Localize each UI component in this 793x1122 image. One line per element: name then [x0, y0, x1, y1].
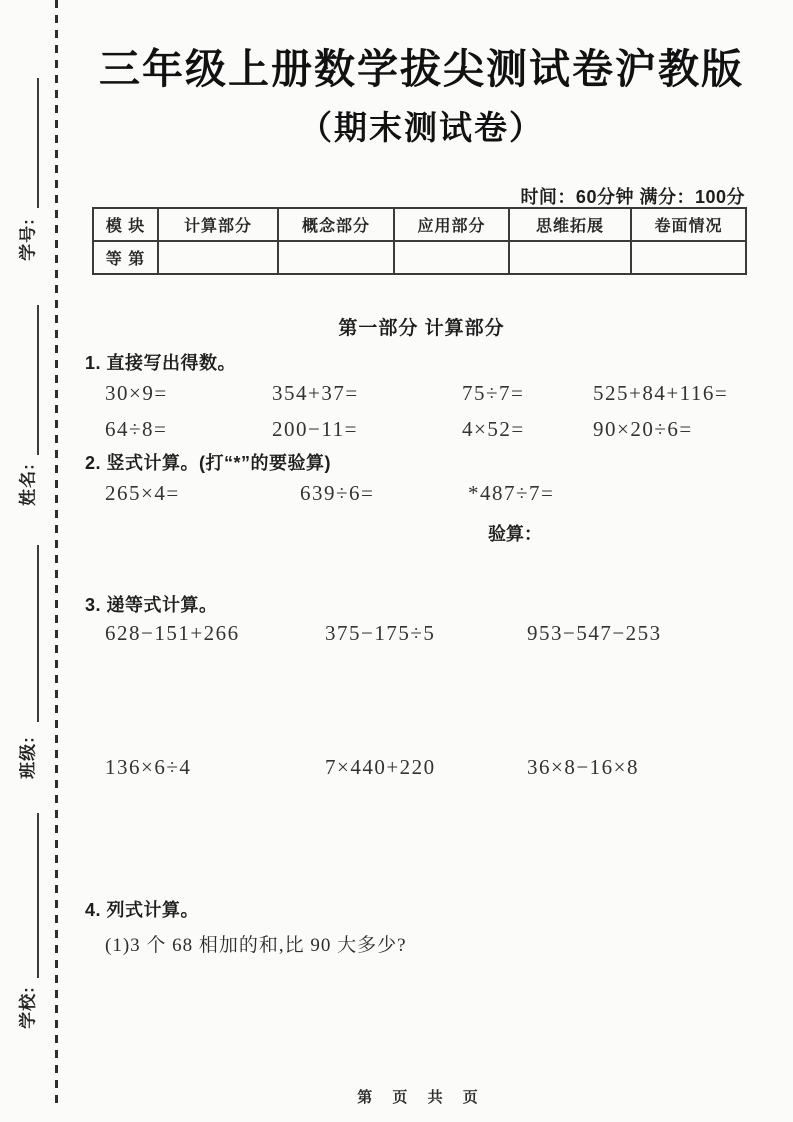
question-1-heading: 1. 直接写出得数。 — [85, 353, 237, 373]
math-expression: 30×9= — [105, 381, 168, 405]
page-title: 三年级上册数学拔尖测试卷沪教版 — [99, 46, 744, 92]
seal-line-segment — [37, 545, 39, 722]
math-expression: 354+37= — [272, 381, 359, 405]
math-expression: 64÷8= — [105, 417, 168, 441]
section-title: 第一部分 计算部分 — [338, 318, 505, 339]
math-expression: 953−547−253 — [527, 621, 662, 645]
question-4-heading: 4. 列式计算。 — [85, 900, 200, 920]
math-expression: 628−151+266 — [105, 621, 240, 645]
score-header-calculation: 计算部分 — [158, 208, 278, 241]
math-expression-starred: *487÷7= — [468, 481, 555, 505]
math-expression: 525+84+116= — [593, 381, 729, 405]
score-cell-empty — [394, 241, 509, 274]
math-expression: 136×6÷4 — [105, 755, 192, 779]
score-cell-empty — [158, 241, 278, 274]
math-expression: 4×52= — [462, 417, 525, 441]
score-cell-empty — [278, 241, 394, 274]
score-header-concept: 概念部分 — [278, 208, 394, 241]
seal-dashed-line — [55, 0, 58, 1103]
math-expression: 90×20÷6= — [593, 417, 693, 441]
score-header-presentation: 卷面情况 — [631, 208, 746, 241]
math-expression: 7×440+220 — [325, 755, 436, 779]
score-header-application: 应用部分 — [394, 208, 509, 241]
score-table-header-row — [93, 208, 746, 241]
question-3-heading: 3. 递等式计算。 — [85, 595, 218, 615]
verification-label: 验算： — [488, 524, 542, 544]
seal-line-segment — [37, 813, 39, 978]
score-cell-empty — [509, 241, 631, 274]
page-subtitle: （期末测试卷） — [299, 109, 544, 146]
math-expression: 639÷6= — [300, 481, 375, 505]
seal-line-segment — [37, 305, 39, 455]
grade-row-label: 等 第 — [93, 241, 158, 274]
question-2-heading: 2. 竖式计算。(打“*”的要验算) — [85, 453, 332, 473]
student-id-label: 学号: — [18, 218, 38, 261]
page-footer: 第 页 共 页 — [357, 1089, 486, 1106]
score-header-thinking: 思维拓展 — [509, 208, 631, 241]
score-table-grade-row — [93, 241, 746, 274]
score-cell-empty — [631, 241, 746, 274]
math-expression: 265×4= — [105, 481, 180, 505]
question-4-item-1: (1)3 个 68 相加的和,比 90 大多少? — [105, 935, 407, 956]
score-header-module: 模 块 — [93, 208, 158, 241]
student-name-label: 姓名: — [18, 463, 38, 506]
time-score-info: 时间：60分钟 满分：100分 — [520, 187, 745, 207]
seal-line-segment — [37, 78, 39, 208]
score-table — [92, 207, 747, 275]
math-expression: 75÷7= — [462, 381, 525, 405]
school-label: 学校: — [18, 986, 38, 1029]
math-expression: 375−175÷5 — [325, 621, 436, 645]
class-label: 班级: — [18, 736, 38, 779]
math-expression: 200−11= — [272, 417, 358, 441]
math-expression: 36×8−16×8 — [527, 755, 640, 779]
